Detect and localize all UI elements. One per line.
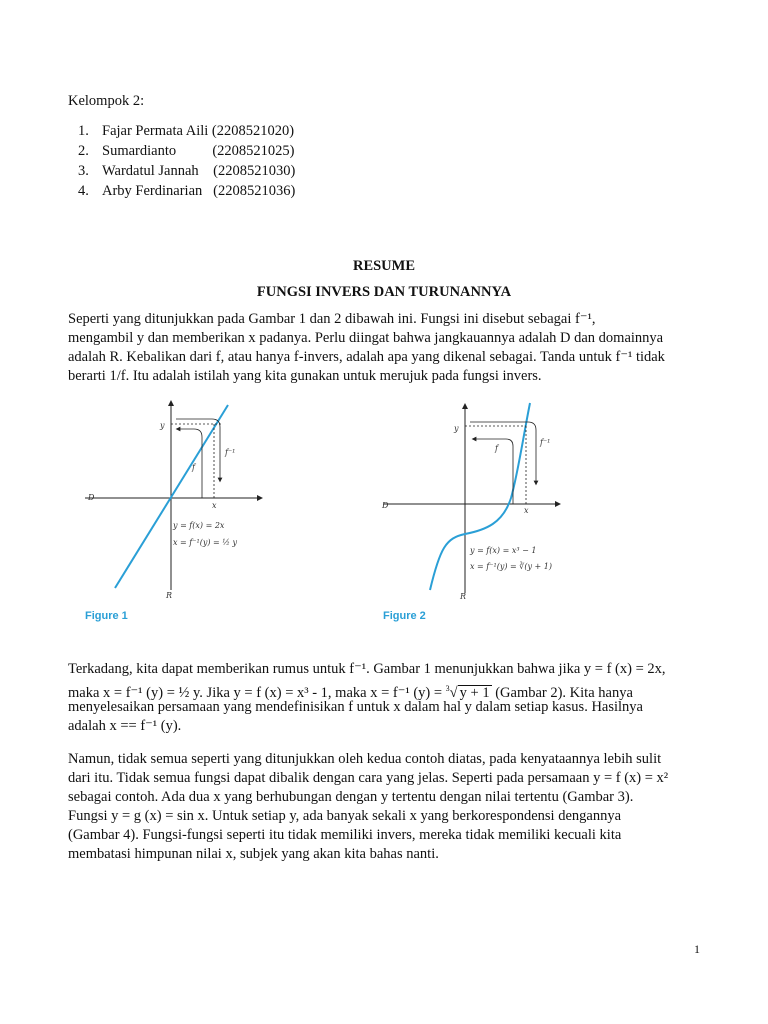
text-line: membatasi himpunan nilai x, subjek yang akan kita bahas nanti. bbox=[68, 846, 439, 862]
f-arrow bbox=[474, 439, 513, 504]
figure-1 bbox=[80, 395, 280, 630]
label-D: D bbox=[88, 493, 95, 502]
figure-2 bbox=[378, 398, 578, 630]
paragraph-intro bbox=[68, 310, 708, 386]
f-arrow bbox=[178, 429, 202, 498]
label-f: f bbox=[192, 463, 195, 472]
radical-sign: √ bbox=[449, 684, 458, 701]
label-f-inverse: f⁻¹ bbox=[225, 448, 236, 457]
list-number: 2. bbox=[78, 143, 89, 159]
document-subtitle: FUNGSI INVERS DAN TURUNANNYA bbox=[256, 284, 512, 300]
text-line: adalah x == f⁻¹ (y). bbox=[68, 718, 182, 734]
text-line: mengambil y dan memberikan x padanya. Perlu diingat bahwa jangkauannya adalah D dan domainnya bbox=[68, 330, 664, 346]
list-item bbox=[78, 161, 295, 181]
equation-2: x = f⁻¹(y) = ∛(y + 1) bbox=[470, 562, 552, 571]
page-number: 1 bbox=[694, 942, 700, 956]
member-name: Fajar Permata Aili (2208521020) bbox=[102, 123, 295, 139]
text-line: berarti 1/f. Itu adalah istilah yang kita gunakan untuk merujuk pada fungsi invers. bbox=[68, 368, 542, 384]
paragraph-noninvertible bbox=[68, 750, 708, 864]
list-number: 4. bbox=[78, 183, 89, 199]
root-index: 3 bbox=[445, 684, 450, 693]
figure-caption: Figure 1 bbox=[85, 610, 128, 622]
text-line: Namun, tidak semua seperti yang ditunjukkan oleh kedua contoh diatas, pada kenyataannya lebih sulit bbox=[68, 751, 662, 767]
member-name: Wardatul Jannah (2208521030) bbox=[102, 163, 296, 179]
member-name: Sumardianto (2208521025) bbox=[102, 143, 295, 159]
member-name: Arby Ferdinarian (2208521036) bbox=[102, 183, 296, 199]
text-line: Fungsi y = g (x) = sin x. Untuk setiap y, ada banyak sekali x yang berkorespondensi dengannya bbox=[68, 808, 622, 824]
text-segment: maka x = f⁻¹ (y) = ½ y. Jika y = f (x) = x³ - 1, maka x = f⁻¹ (y) = bbox=[68, 684, 446, 701]
label-y: y bbox=[160, 421, 165, 430]
text-line: sebagai contoh. Ada dua x yang berhubungan dengan y tertentu dengan nilai tertentu (Gambar 3). bbox=[68, 789, 634, 805]
label-x: x bbox=[524, 506, 529, 515]
text-line: adalah R. Kebalikan dari f, atau hanya f-invers, adalah apa yang dikenal sebagai. Tanda untuk f⁻¹ tidak bbox=[68, 349, 665, 365]
document-title: RESUME bbox=[352, 258, 416, 274]
label-D: D bbox=[382, 501, 389, 510]
list-item bbox=[78, 181, 295, 201]
label-f-inverse: f⁻¹ bbox=[540, 438, 551, 447]
list-number: 1. bbox=[78, 123, 89, 139]
equation-2: x = f⁻¹(y) = ½ y bbox=[173, 538, 238, 547]
text-line: Terkadang, kita dapat memberikan rumus untuk f⁻¹. Gambar 1 menunjukkan bahwa jika y = f (x) = 2x, bbox=[68, 661, 666, 677]
member-list bbox=[78, 121, 295, 201]
equation-1: y = f(x) = x³ − 1 bbox=[470, 546, 537, 555]
text-line: menyelesaikan persamaan yang mendefinisikan f untuk x dalam hal y dalam setiap kasus. Hasilnya bbox=[68, 699, 643, 715]
label-x: x bbox=[212, 501, 217, 510]
list-number: 3. bbox=[78, 163, 89, 179]
text-line: dari itu. Tidak semua fungsi dapat dibalik dengan cara yang jelas. Seperti pada persamaan y = f (x) = x² bbox=[68, 770, 669, 786]
figure-caption: Figure 2 bbox=[383, 610, 426, 622]
group-title: Kelompok 2: bbox=[68, 93, 145, 109]
label-f: f bbox=[495, 444, 498, 453]
paragraph-examples bbox=[68, 660, 708, 736]
equation-1: y = f(x) = 2x bbox=[173, 521, 225, 530]
text-line: (Gambar 4). Fungsi-fungsi seperti itu tidak memiliki invers, mereka tidak memiliki kecuali kita bbox=[68, 827, 622, 843]
list-item bbox=[78, 141, 295, 161]
label-R: R bbox=[460, 592, 467, 601]
list-item bbox=[78, 121, 295, 141]
text-line: Seperti yang ditunjukkan pada Gambar 1 dan 2 dibawah ini. Fungsi ini disebut sebagai f⁻¹, bbox=[68, 311, 596, 327]
label-R: R bbox=[166, 591, 173, 600]
label-y: y bbox=[454, 424, 459, 433]
radicand: y + 1 bbox=[459, 684, 490, 701]
text-line bbox=[68, 679, 708, 701]
text-segment: (Gambar 2). Kita hanya bbox=[491, 684, 633, 701]
